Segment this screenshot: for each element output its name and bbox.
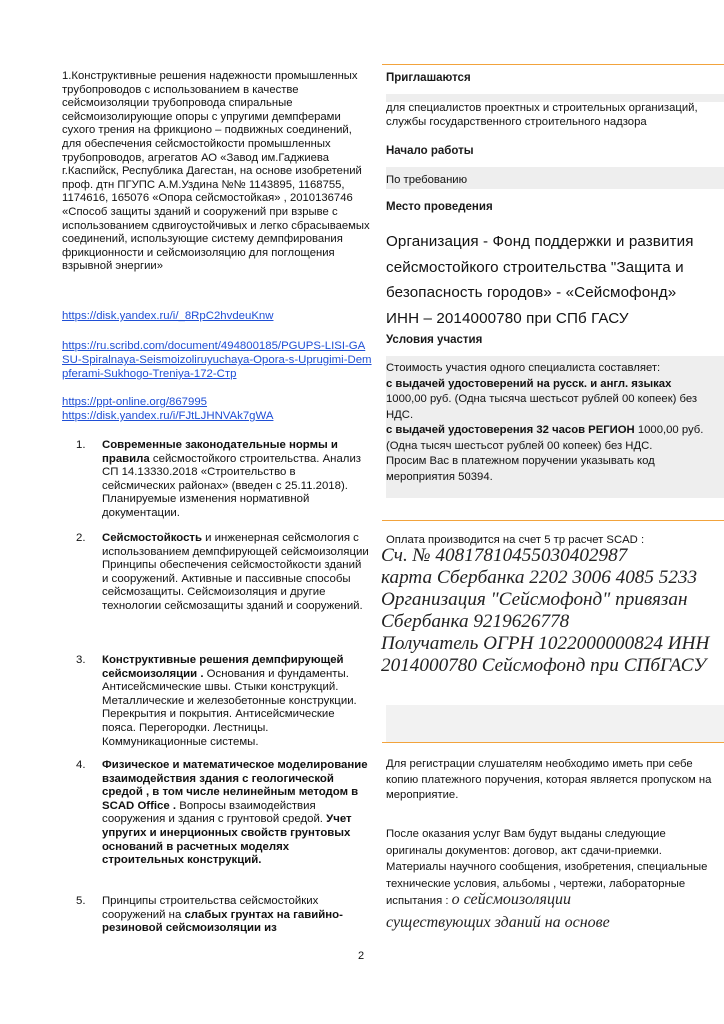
payment-line: Сч. № 40817810455030402987 (381, 545, 628, 566)
divider-top (382, 64, 724, 65)
item-bold: Конструктивные решения демпфирующей сейсмоизоляции . (102, 654, 344, 680)
venue-line: безопасность городов» - «Сейсмофонд» (386, 284, 677, 301)
terms-bold: с выдачей удостоверений на русск. и англ. языках (386, 377, 672, 390)
item-bold: Физическое и математическое моделирование взаимодействия здания с геологической средой , в том числе нелинейным методом в SCAD Office . (102, 759, 368, 812)
payment-line: Сбербанка 9219626778 (381, 611, 570, 632)
payment-line: 2014000780 Сейсмофонд при СПбГАСУ (381, 655, 707, 676)
venue-text (386, 229, 724, 331)
list-item-3 (76, 654, 370, 749)
list-item-4 (76, 759, 370, 868)
terms-bold: с выдачей удостоверения 32 часов РЕГИОН (386, 424, 635, 436)
grey-panel (386, 705, 724, 742)
page-number: 2 (358, 950, 365, 962)
venue-line: ИНН – 2014000780 при СПб ГАСУ (386, 309, 629, 327)
after-script-1: о сейсмоизоляции (451, 891, 571, 908)
item-text: Основания и фундаменты. Антисейсмические швы. Стыки конструкций. Металлические и железобетонные конструкции. Перекрытия и покрытия. Антисейсмические пояса. Перегородки. Лестницы. Коммуникационные системы. (102, 667, 357, 748)
terms-line: Просим Вас в платежном поручении указывать код мероприятия 50394. (386, 455, 655, 483)
terms-line: Стоимость участия одного специалиста составляет: (386, 362, 661, 374)
invite-text: для специалистов проектных и строительных организаций, службы государственного строительного надзора (386, 102, 698, 128)
list-item-2 (76, 532, 370, 614)
list-number: 3. (76, 654, 86, 666)
registration-text: Для регистрации слушателям необходимо иметь при себе копию платежного поручения, которая является пропуском на мероприятие. (386, 758, 712, 801)
payment-heading: Оплата производится на счет 5 тр расчет SCAD : (386, 534, 645, 546)
after-services-text (386, 826, 722, 936)
after-script-2: существующих зданий на основе (386, 913, 610, 931)
item-text: сейсмостойкого строительства. Анализ СП 14.13330.2018 «Строительство в сейсмических районах» (введен с 25.11.2018). Планируемые изменения нормативной документации. (102, 452, 362, 519)
start-text: По требованию (386, 174, 468, 186)
terms-heading: Условия участия (386, 334, 483, 346)
item-bold: Современные законодательные нормы и правила (102, 439, 338, 465)
item-bold: слабых грунтах на гавийно-резиновой сейсмоизоляции из (102, 908, 343, 935)
intro-paragraph: 1.Конструктивные решения надежности промышленных трубопроводов с использованием в качестве сейсмоизоляции трубопровода спиральные сейсмоизолирующие опоры с упругими демпферами сухого трения на фрикционо – подвижных соединений, для обеспечения сейсмостойкости промышленных трубопроводов, агрегатов АО «Завод им.Гаджиева г.Каспийск, Республика Дагестан, на основе изобретений проф. дтн ПГУПС А.М.Уздина №№ 1143895, 1168755, 1174616, 165076 «Опора сейсмостойкая» , 2010136746 «Способ защиты зданий и сооружений при взрыве с использованием сдвигоустойчивых и легко сбрасываемых соединений, использующие систему демпфирования фрикционности и сейсмоизоляцию для поглощения взрывной энергии» (62, 70, 370, 273)
list-item-1 (76, 439, 370, 521)
list-number: 4. (76, 759, 86, 771)
list-number: 5. (76, 895, 86, 907)
divider-bottom (382, 742, 724, 743)
terms-line: 1000,00 руб. (Одна тысяч шестьсот рублей 00 копеек) без НДС. (386, 424, 704, 452)
after-text: После оказания услуг Вам будут выданы следующие оригиналы документов: договор, акт сдачи-приемки. Материалы научного сообщения, изобретения, специальные технические условия, альбомы , чертежи, лабораторные испытания : (386, 828, 708, 907)
venue-heading: Место проведения (386, 201, 493, 213)
item-text: Вопросы взаимодействия сооружения и здания с грунтовой средой. (102, 799, 327, 826)
payment-line: Организация "Сейсмофонд" привязан (381, 589, 688, 610)
link-block-1 (62, 309, 372, 323)
terms-text (386, 361, 724, 485)
terms-line: 1000,00 руб. (Одна тысяча шестьсот рублей 00 копеек) без НДС. (386, 393, 698, 421)
list-number: 1. (76, 439, 86, 451)
link-yandex-disk-2[interactable]: https://disk.yandex.ru/i/FJtLJHNVAk7gWA (62, 410, 274, 422)
venue-line: сейсмостойкого строительства "Защита и (386, 258, 684, 276)
item-text: и инженерная сейсмология с использованием демпфирующей сейсмоизоляции Принципы обеспечения сейсмостойкости зданий и сооружений. Активные и пассивные способы сейсмозащиты. Сейсмоизоляция и другие технологии сейсмозащиты зданий и сооружений. (102, 532, 369, 612)
link-block-2 (62, 339, 372, 381)
item-bold-2: Учет упругих и инерционных свойств грунтовых оснований в расчетных моделях строительных конструкций. (102, 813, 352, 867)
venue-line: Организация - Фонд поддержки и развития (386, 233, 694, 250)
item-text: Принципы строительства сейсмостойких сооружений на (102, 895, 319, 921)
item-bold: Сейсмостойкость (102, 532, 202, 544)
payment-line: карта Сбербанка 2202 3006 4085 5233 (381, 567, 698, 588)
payment-details (381, 545, 724, 677)
link-ppt-online[interactable]: https://ppt-online.org/867995 (62, 396, 208, 408)
divider-payment (382, 520, 724, 521)
start-heading: Начало работы (386, 145, 474, 157)
list-item-5 (76, 895, 370, 936)
payment-line: Получатель ОГРН 1022000000824 ИНН (381, 633, 710, 654)
link-scribd[interactable]: https://ru.scribd.com/document/494800185/PGUPS-LISI-GASU-Spiralnaya-Seismoizoliruyuchaya-Opora-s-Uprugimi-Dempferami-Sukhogo-Treniya-172-Стр (62, 340, 372, 380)
link-yandex-disk-1[interactable]: https://disk.yandex.ru/i/_8RpC2hvdeuKnw (62, 310, 274, 322)
list-number: 2. (76, 532, 86, 544)
link-block-3 (62, 395, 372, 423)
invite-heading: Приглашаются (386, 72, 471, 84)
